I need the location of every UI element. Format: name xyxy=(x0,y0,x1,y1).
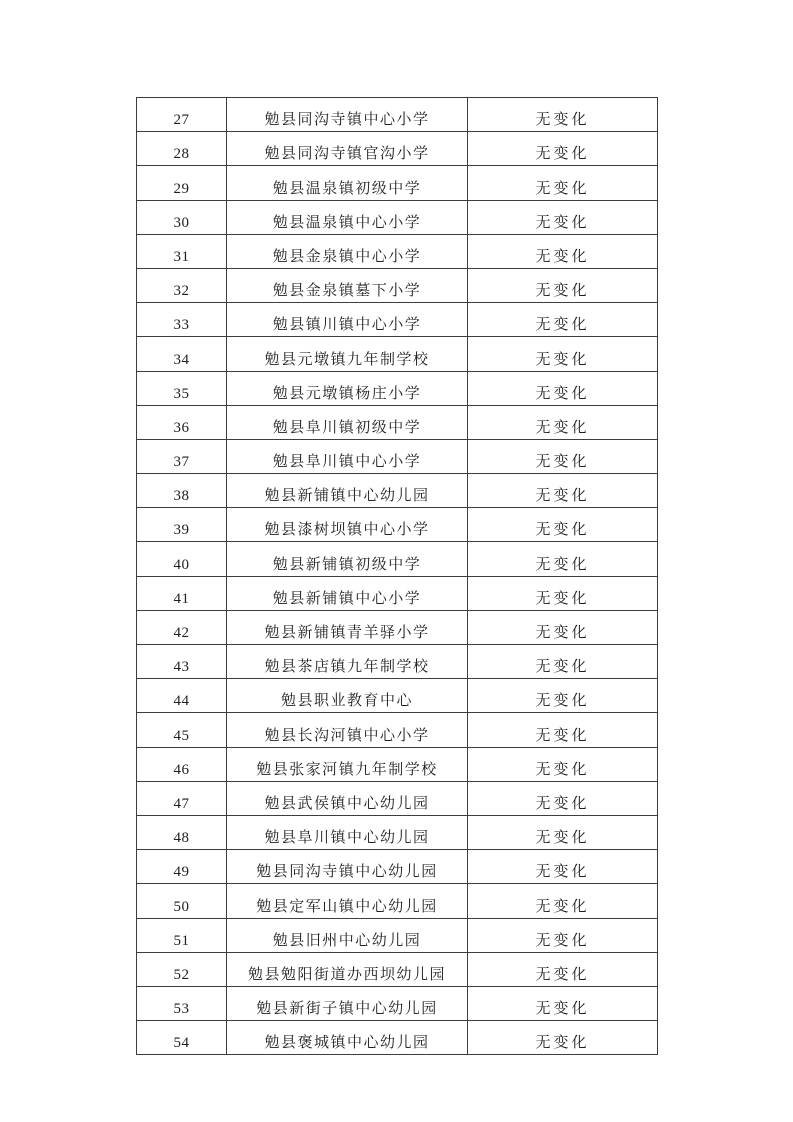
school-name-cell: 勉县同沟寺镇官沟小学 xyxy=(227,132,468,166)
school-name-cell: 勉县武侯镇中心幼儿园 xyxy=(227,781,468,815)
row-number-cell: 35 xyxy=(137,371,227,405)
school-name-cell: 勉县新铺镇中心小学 xyxy=(227,576,468,610)
table-row xyxy=(137,234,658,268)
status-cell: 无变化 xyxy=(468,474,658,508)
row-number-cell: 40 xyxy=(137,542,227,576)
table-container xyxy=(136,97,657,1055)
school-name-cell: 勉县同沟寺镇中心小学 xyxy=(227,98,468,132)
table-row xyxy=(137,884,658,918)
row-number-cell: 27 xyxy=(137,98,227,132)
table-row xyxy=(137,918,658,952)
status-cell: 无变化 xyxy=(468,713,658,747)
status-cell: 无变化 xyxy=(468,303,658,337)
table-row xyxy=(137,474,658,508)
row-number-cell: 44 xyxy=(137,679,227,713)
row-number-cell: 48 xyxy=(137,815,227,849)
row-number-cell: 29 xyxy=(137,166,227,200)
row-number-cell: 32 xyxy=(137,268,227,302)
status-cell: 无变化 xyxy=(468,98,658,132)
school-name-cell: 勉县张家河镇九年制学校 xyxy=(227,747,468,781)
table-row xyxy=(137,542,658,576)
table-row xyxy=(137,200,658,234)
school-name-cell: 勉县阜川镇初级中学 xyxy=(227,405,468,439)
status-cell: 无变化 xyxy=(468,850,658,884)
row-number-cell: 54 xyxy=(137,1021,227,1055)
school-name-cell: 勉县漆树坝镇中心小学 xyxy=(227,508,468,542)
school-name-cell: 勉县温泉镇初级中学 xyxy=(227,166,468,200)
table-row xyxy=(137,576,658,610)
school-name-cell: 勉县金泉镇墓下小学 xyxy=(227,268,468,302)
status-cell: 无变化 xyxy=(468,747,658,781)
school-name-cell: 勉县职业教育中心 xyxy=(227,679,468,713)
table-row xyxy=(137,952,658,986)
status-cell: 无变化 xyxy=(468,405,658,439)
status-cell: 无变化 xyxy=(468,132,658,166)
row-number-cell: 45 xyxy=(137,713,227,747)
status-cell: 无变化 xyxy=(468,337,658,371)
status-cell: 无变化 xyxy=(468,815,658,849)
table-row xyxy=(137,645,658,679)
status-cell: 无变化 xyxy=(468,918,658,952)
table-row xyxy=(137,850,658,884)
school-name-cell: 勉县阜川镇中心小学 xyxy=(227,439,468,473)
table-row xyxy=(137,132,658,166)
row-number-cell: 46 xyxy=(137,747,227,781)
table-row xyxy=(137,405,658,439)
school-name-cell: 勉县新铺镇青羊驿小学 xyxy=(227,610,468,644)
row-number-cell: 47 xyxy=(137,781,227,815)
status-cell: 无变化 xyxy=(468,371,658,405)
school-name-cell: 勉县元墩镇杨庄小学 xyxy=(227,371,468,405)
table-row xyxy=(137,439,658,473)
row-number-cell: 50 xyxy=(137,884,227,918)
status-cell: 无变化 xyxy=(468,166,658,200)
school-name-cell: 勉县阜川镇中心幼儿园 xyxy=(227,815,468,849)
row-number-cell: 49 xyxy=(137,850,227,884)
status-cell: 无变化 xyxy=(468,986,658,1020)
table-row xyxy=(137,337,658,371)
row-number-cell: 39 xyxy=(137,508,227,542)
status-cell: 无变化 xyxy=(468,200,658,234)
row-number-cell: 36 xyxy=(137,405,227,439)
row-number-cell: 51 xyxy=(137,918,227,952)
table-row xyxy=(137,1021,658,1055)
row-number-cell: 37 xyxy=(137,439,227,473)
school-name-cell: 勉县金泉镇中心小学 xyxy=(227,234,468,268)
school-name-cell: 勉县新街子镇中心幼儿园 xyxy=(227,986,468,1020)
table-row xyxy=(137,508,658,542)
row-number-cell: 52 xyxy=(137,952,227,986)
status-cell: 无变化 xyxy=(468,576,658,610)
table-row xyxy=(137,610,658,644)
status-cell: 无变化 xyxy=(468,645,658,679)
school-name-cell: 勉县定军山镇中心幼儿园 xyxy=(227,884,468,918)
status-cell: 无变化 xyxy=(468,1021,658,1055)
school-name-cell: 勉县勉阳街道办西坝幼儿园 xyxy=(227,952,468,986)
school-name-cell: 勉县旧州中心幼儿园 xyxy=(227,918,468,952)
table-row xyxy=(137,303,658,337)
table-row xyxy=(137,679,658,713)
table-body xyxy=(137,98,658,1055)
status-cell: 无变化 xyxy=(468,234,658,268)
table-row xyxy=(137,371,658,405)
row-number-cell: 31 xyxy=(137,234,227,268)
table-row xyxy=(137,713,658,747)
school-name-cell: 勉县褒城镇中心幼儿园 xyxy=(227,1021,468,1055)
school-name-cell: 勉县新铺镇初级中学 xyxy=(227,542,468,576)
school-name-cell: 勉县元墩镇九年制学校 xyxy=(227,337,468,371)
school-name-cell: 勉县茶店镇九年制学校 xyxy=(227,645,468,679)
row-number-cell: 34 xyxy=(137,337,227,371)
status-cell: 无变化 xyxy=(468,884,658,918)
table-row xyxy=(137,166,658,200)
row-number-cell: 30 xyxy=(137,200,227,234)
status-cell: 无变化 xyxy=(468,439,658,473)
school-name-cell: 勉县同沟寺镇中心幼儿园 xyxy=(227,850,468,884)
row-number-cell: 38 xyxy=(137,474,227,508)
table-row xyxy=(137,268,658,302)
row-number-cell: 33 xyxy=(137,303,227,337)
status-cell: 无变化 xyxy=(468,508,658,542)
status-cell: 无变化 xyxy=(468,542,658,576)
status-cell: 无变化 xyxy=(468,610,658,644)
status-cell: 无变化 xyxy=(468,781,658,815)
school-name-cell: 勉县新铺镇中心幼儿园 xyxy=(227,474,468,508)
table-row xyxy=(137,815,658,849)
school-status-table xyxy=(136,97,658,1055)
row-number-cell: 41 xyxy=(137,576,227,610)
school-name-cell: 勉县镇川镇中心小学 xyxy=(227,303,468,337)
table-row xyxy=(137,747,658,781)
row-number-cell: 53 xyxy=(137,986,227,1020)
table-row xyxy=(137,986,658,1020)
status-cell: 无变化 xyxy=(468,952,658,986)
row-number-cell: 28 xyxy=(137,132,227,166)
school-name-cell: 勉县长沟河镇中心小学 xyxy=(227,713,468,747)
school-name-cell: 勉县温泉镇中心小学 xyxy=(227,200,468,234)
table-row xyxy=(137,98,658,132)
table-row xyxy=(137,781,658,815)
row-number-cell: 43 xyxy=(137,645,227,679)
status-cell: 无变化 xyxy=(468,679,658,713)
status-cell: 无变化 xyxy=(468,268,658,302)
row-number-cell: 42 xyxy=(137,610,227,644)
